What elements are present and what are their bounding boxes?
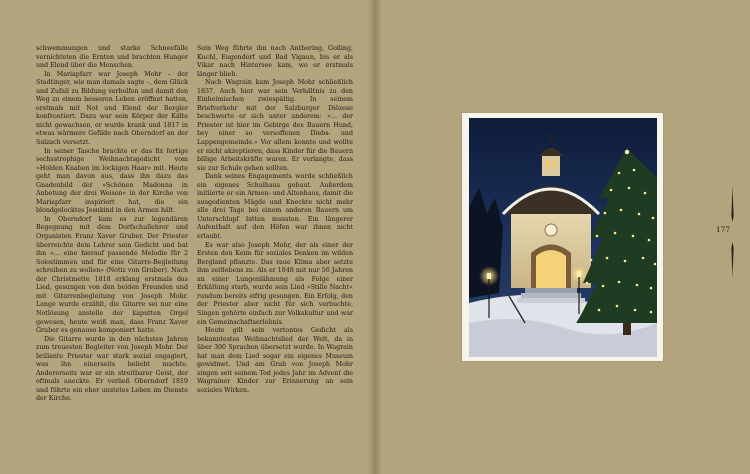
paragraph: Dank seines Engagements wurde schließlich ein eigenes Schulhaus gebaut. Außerdem initiierte er ein Armen- und Altenhaus, damit die ausgedienten Mägde und Knechte nicht mehr alle drei Tage bei einem anderen Bauern um Unterschlupf bitten mussten. Ein längerer Aufenthalt auf den Höfen war ihnen nicht erlaubt. (197, 173, 353, 241)
chapel-illustration (469, 118, 657, 357)
paragraph: Die Gitarre wurde in den nächsten Jahren zum treuesten Begleiter von Joseph Mohr. Der brillante Priester war stark sozial engagiert, was ihn einerseits beliebt machte. Andererseits war er ein streitbarer Geist, der oftmals aneckte. Er verließ Oberndorf 1819 und führte ein eher unstetes Leben im Dienste der Kirche. (36, 335, 188, 403)
folio-ornament-bottom (731, 242, 733, 278)
paragraph: In seiner Tasche brachte er das fix fertige sechsstrophige Weihnachtsgedicht vom »Holden Knaben im lockigen Haar« mit. Heute geht man davon aus, dass ihn dazu das Gnadenbild der »Schönen Madonna in Anbetung der drei Weisen« in der Kirche von Mariapfarr inspiriert hat, die ein blondgelocktes Jesukind in den Armen hält. (36, 147, 188, 215)
paragraph: schwemmungen und starke Schneefälle vernichteten die Ernten und brachten Hunger und Elend über die Menschen. (36, 45, 188, 70)
folio-ornament-top (731, 186, 733, 222)
paragraph: In Mariapfarr war Joseph Mohr – der Stadtinger, wie man damals sagte –, dem Glück und Zufall zu Bildung verholfen und damit den Weg zu einem besseren Leben eröffnet hatten, erstmals mit Not und Elend der Bergler konfrontiert. Dazu war sein Körper der Kälte nicht gewachsen, er wurde krank und 1817 in etwas wärmere Gefilde nach Oberndorf an der Salzach versetzt. (36, 70, 188, 147)
text-column-middle (197, 45, 353, 395)
paragraph: Heute gilt sein vertontes Gedicht als bekanntestes Weihnachtslied der Welt, da in über 300 Sprachen übersetzt wurde. In Wagrain hat man dem Lied sogar ein eigenes Museum gewidmet. Und am Grab von Joseph Mohr singen seit seinem Tod jedes Jahr im Advent die Wagrainer Kinder zur Erinnerung an sein soziales Wirken. (197, 327, 353, 394)
book-gutter (368, 0, 382, 474)
paragraph: Nach Wagrain kam Joseph Mohr schließlich 1837. Auch hier war sein Verhältnis zu den Einheimischen zwiespältig. In seinem Briefverkehr mit der Salzburger Diözese beschwerte er sich unter anderem: »… der Priester ist hier im Gebirge des Bauern Hund, bey einer so versoffenen Diebs- und Lappengemeinde.« Vor allem konnte und wollte er nicht akzeptieren, dass Kinder für die Bauern billige Arbeitskräfte waren. Er verlangte, dass sie zur Schule gehen sollten. (197, 79, 353, 172)
chapel-photo (469, 118, 657, 357)
paragraph: Es war also Joseph Mohr, der als einer der Ersten den Keim für soziales Denken im wilden Bergland pflanzte. Das raue Klima aber setzte ihm zeitlebens zu. Als er 1848 mit nur 56 Jahren an einer Lungenlähmung als Folge einer Erkältung starb, wurde sein Lied »Stille Nacht« rundum bereits eifrig gesungen. Ein Erfolg, den der Priester aber nicht für sich verbuchte. Singen gehörte einfach zur Volkskultur und war ein Gemeinschaftserlebnis. (197, 241, 353, 326)
paragraph: In Oberndorf kam es zur legendären Begegnung mit dem Dorfschullehrer und Organisten Franz Xaver Gruber. Der Priester überreichte dem Lehrer sein Gedicht und bat ihn »… eine hierauf passende Melodie für 2 Solostimmen und für eine Gitarre-Begleitung schreiben zu wollen« (Notiz von Gruber). Nach der Christmette 1818 erklang erstmals das Lied, gesungen von den beiden Freunden und mit Gitarrenbegleitung von Joseph Mohr. Lange wurde erzählt, die Gitarre sei nur eine Notlösung anstelle der kaputten Orgel gewesen, heute weiß man, dass Franz Xaver Gruber es genauso komponiert hatte. (36, 215, 188, 335)
text-column-left (36, 45, 188, 404)
page-number: 177 (716, 226, 731, 234)
paragraph: Sein Weg führte ihn nach Anthering, Golling, Kuchl, Eugendorf und Bad Vigaun, bis er als Vikar nach Hintersee kam, wo er erstmals länger blieb. (197, 45, 353, 78)
